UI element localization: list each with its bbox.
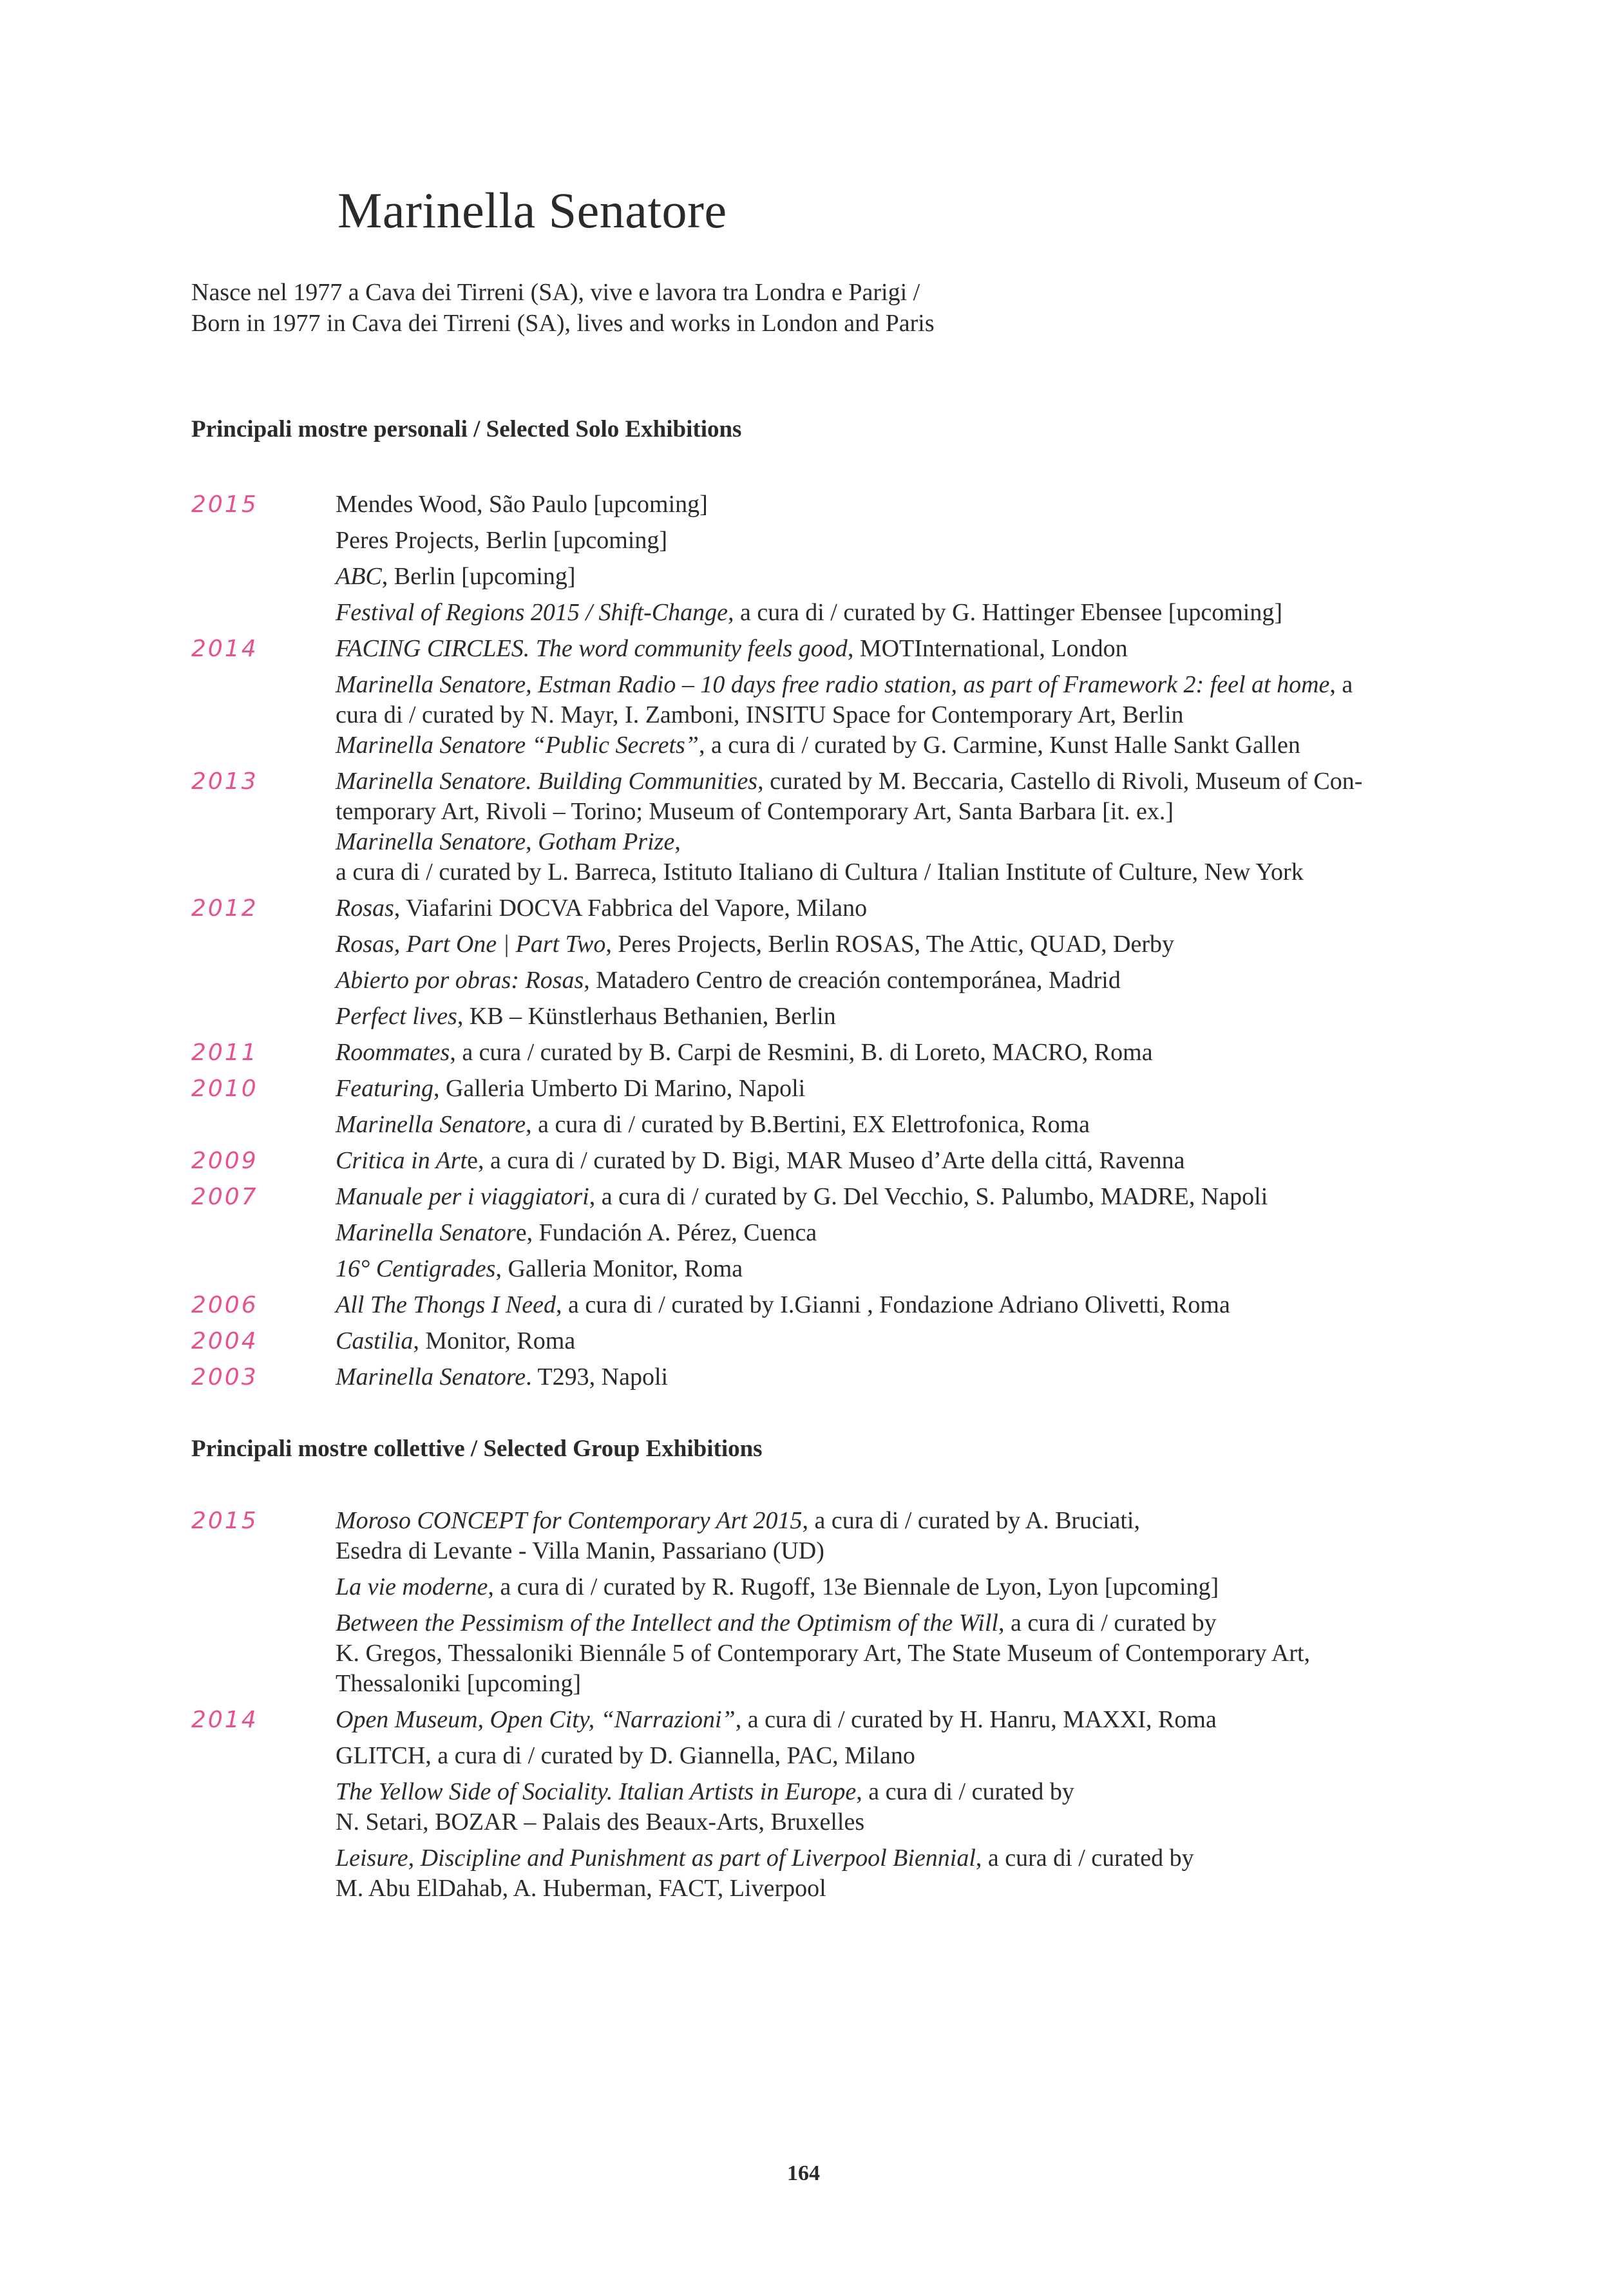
exhibition-detail: , a cura di / curated by I.Gianni , Fondazione Adriano Olivetti, Roma — [555, 1291, 1230, 1318]
year-label: 2007 — [191, 1184, 258, 1210]
exhibition-detail: Thessaloniki [upcoming] — [336, 1670, 581, 1697]
exhibition-title: Marinella Senatore — [336, 1363, 526, 1390]
exhibition-detail: M. Abu ElDahab, A. Huberman, FACT, Liverpool — [336, 1875, 826, 1902]
entry-line — [336, 1182, 1512, 1212]
group-exhibitions-list — [191, 1506, 1512, 1910]
entry-line — [336, 1146, 1512, 1176]
entry-line — [336, 1038, 1512, 1068]
exhibition-entry — [191, 1705, 1512, 1735]
exhibition-entry — [191, 1843, 1512, 1904]
entry-line — [336, 1777, 1512, 1807]
solo-exhibitions-list — [191, 489, 1512, 1398]
exhibition-title: Marinella Senatore — [336, 1111, 526, 1138]
exhibition-title: Between the Pessimism of the Intellect and the Optimism of the Will — [336, 1609, 998, 1637]
year-label: 2015 — [191, 1508, 258, 1534]
exhibition-title: Perfect lives — [336, 1003, 457, 1030]
entry-line — [336, 1110, 1512, 1140]
exhibition-title: Marinella Senatore, Estman Radio – 10 days free radio station, as part of Framework 2: feel at home — [336, 671, 1330, 698]
entry-line — [336, 1536, 1512, 1566]
exhibition-entry — [191, 489, 1512, 520]
solo-exhibitions-heading: Principali mostre personali / Selected Solo Exhibitions — [191, 416, 742, 442]
exhibition-title: Gotham Prize — [538, 828, 675, 855]
entry-line — [336, 1669, 1512, 1699]
exhibition-entry — [191, 1326, 1512, 1356]
exhibition-entry — [191, 1254, 1512, 1284]
entry-line — [336, 526, 1512, 556]
entry-line — [336, 1506, 1512, 1536]
group-exhibitions-heading: Principali mostre collettive / Selected Group Exhibitions — [191, 1436, 763, 1462]
year-label: 2014 — [191, 1707, 258, 1733]
exhibition-detail: , Galleria Monitor, Roma — [495, 1255, 743, 1282]
entry-line — [336, 1254, 1512, 1284]
exhibition-detail: , a cura di / curated by — [975, 1845, 1194, 1872]
entry-line — [336, 1874, 1512, 1904]
exhibition-detail: , Monitor, Roma — [413, 1327, 576, 1354]
exhibition-title: Rosas, Part One | Part Two — [336, 931, 606, 958]
entry-line — [336, 598, 1512, 628]
entry-line — [336, 766, 1512, 797]
year-label: 2014 — [191, 636, 258, 662]
exhibition-title: La vie moderne — [336, 1573, 488, 1600]
exhibition-detail: a cura di / curated by L. Barreca, Istituto Italiano di Cultura / Italian Institute of Culture, New York — [336, 859, 1304, 886]
year-label: 2010 — [191, 1076, 258, 1102]
exhibition-detail: , a cura / curated by B. Carpi de Resmini, B. di Loreto, MACRO, Roma — [450, 1039, 1153, 1066]
exhibition-detail: , a cura di / curated by B.Bertini, EX Elettrofonica, Roma — [526, 1111, 1090, 1138]
entry-line — [336, 797, 1512, 827]
exhibition-title: Moroso CONCEPT for Contemporary Art 2015 — [336, 1507, 803, 1534]
exhibition-entry — [191, 766, 1512, 887]
entry-line — [336, 1001, 1512, 1032]
exhibition-detail: Esedra di Levante - Villa Manin, Passariano (UD) — [336, 1537, 824, 1564]
exhibition-title: Marinella Senatore — [336, 828, 526, 855]
exhibition-title: Marinella Senatore “Public Secrets” — [336, 732, 699, 759]
exhibition-detail: GLITCH, a cura di / curated by D. Giannella, PAC, Milano — [336, 1742, 915, 1769]
exhibition-entry — [191, 1110, 1512, 1140]
exhibition-entry — [191, 1777, 1512, 1837]
exhibition-detail: N. Setari, BOZAR – Palais des Beaux-Arts, Bruxelles — [336, 1808, 865, 1836]
entry-line — [336, 1705, 1512, 1735]
entry-line — [336, 893, 1512, 924]
exhibition-title: Roommates — [336, 1039, 450, 1066]
exhibition-title: Manuale per i viaggiatori — [336, 1183, 589, 1210]
entry-line — [336, 730, 1512, 761]
exhibition-title: ABC — [336, 563, 382, 590]
entry-line — [336, 562, 1512, 592]
exhibition-title: Featuring — [336, 1075, 433, 1102]
exhibition-detail: , curated by M. Beccaria, Castello di Rivoli, Museum of Con- — [757, 768, 1363, 795]
entry-line — [336, 965, 1512, 996]
entry-line — [336, 857, 1512, 887]
exhibition-title: Festival of Regions 2015 / Shift-Change, — [336, 599, 734, 626]
year-label: 2004 — [191, 1328, 258, 1354]
year-label: 2011 — [191, 1039, 258, 1066]
entry-line — [336, 1638, 1512, 1669]
bio-line-en: Born in 1977 in Cava dei Tirreni (SA), lives and works in London and Paris — [191, 310, 935, 337]
exhibition-entry — [191, 1074, 1512, 1104]
exhibition-detail: temporary Art, Rivoli – Torino; Museum of Contemporary Art, Santa Barbara [it. ex.] — [336, 798, 1174, 825]
year-label: 2013 — [191, 768, 258, 795]
entry-line — [336, 1741, 1512, 1771]
exhibition-detail: , — [526, 828, 538, 855]
exhibition-detail: Peres Projects, Berlin [upcoming] — [336, 527, 668, 554]
entry-line — [336, 670, 1512, 700]
exhibition-detail: e, Fundación A. Pérez, Cuenca — [515, 1219, 817, 1246]
exhibition-title: All The Thongs I Need — [336, 1291, 556, 1318]
exhibition-detail: , MOTInternational, London — [847, 635, 1128, 662]
entry-line — [336, 1074, 1512, 1104]
exhibition-entry — [191, 1218, 1512, 1248]
exhibition-entry — [191, 965, 1512, 996]
entry-line — [336, 929, 1512, 960]
exhibition-detail: , KB – Künstlerhaus Bethanien, Berlin — [457, 1003, 836, 1030]
bio-intro — [191, 277, 1415, 339]
exhibition-detail: , a cura di / curated by H. Hanru, MAXXI, Roma — [735, 1706, 1217, 1733]
exhibition-detail: a cura di / curated by G. Hattinger Ebensee [upcoming] — [734, 599, 1282, 626]
exhibition-entry — [191, 1608, 1512, 1699]
entry-line — [336, 1572, 1512, 1602]
year-label: 2006 — [191, 1292, 258, 1318]
exhibition-entry — [191, 1146, 1512, 1176]
exhibition-title: The Yellow Side of Sociality. Italian Artists in Europe — [336, 1778, 857, 1805]
exhibition-title: Castilia — [336, 1327, 414, 1354]
entry-line — [336, 634, 1512, 664]
entry-line — [336, 700, 1512, 730]
page-number: 164 — [787, 2161, 820, 2185]
exhibition-detail: , Peres Projects, Berlin ROSAS, The Attic, QUAD, Derby — [605, 931, 1175, 958]
entry-line — [336, 1807, 1512, 1837]
year-label: 2015 — [191, 491, 258, 518]
exhibition-entry — [191, 1182, 1512, 1212]
exhibition-detail: cura di / curated by N. Mayr, I. Zamboni, INSITU Space for Contemporary Art, Berlin — [336, 701, 1184, 728]
exhibition-detail: , a cura di / curated by A. Bruciati, — [802, 1507, 1140, 1534]
page-title: Marinella Senatore — [338, 182, 727, 238]
exhibition-entry — [191, 670, 1512, 761]
entry-line — [336, 1326, 1512, 1356]
exhibition-entry — [191, 929, 1512, 960]
exhibition-entry — [191, 634, 1512, 664]
exhibition-title: FACING CIRCLES. The word community feels good — [336, 635, 848, 662]
exhibition-detail: , a cura di / curated by G. Del Vecchio, S. Palumbo, MADRE, Napoli — [589, 1183, 1268, 1210]
exhibition-title: Leisure, Discipline and Punishment as part of Liverpool Biennial — [336, 1845, 976, 1872]
exhibition-entry — [191, 526, 1512, 556]
exhibition-title: Rosas — [336, 895, 394, 922]
exhibition-entry — [191, 1572, 1512, 1602]
entry-line — [336, 1843, 1512, 1874]
exhibition-detail: e, a cura di / curated by D. Bigi, MAR Museo d’Arte della cittá, Ravenna — [467, 1147, 1185, 1174]
exhibition-detail: , a cura di / curated by — [998, 1609, 1217, 1637]
entry-line — [336, 1218, 1512, 1248]
exhibition-entry — [191, 1038, 1512, 1068]
exhibition-entry — [191, 1001, 1512, 1032]
exhibition-title: Abierto por obras: Rosas — [336, 967, 584, 994]
year-label: 2003 — [191, 1364, 258, 1390]
entry-line — [336, 489, 1512, 520]
exhibition-entry — [191, 562, 1512, 592]
exhibition-detail: , a — [1329, 671, 1353, 698]
exhibition-entry — [191, 598, 1512, 628]
exhibition-detail: , a cura di / curated by — [856, 1778, 1074, 1805]
exhibition-detail: . T293, Napoli — [526, 1363, 669, 1390]
exhibition-title: 16° Centigrades — [336, 1255, 496, 1282]
entry-line — [336, 1290, 1512, 1320]
exhibition-detail: K. Gregos, Thessaloniki Biennále 5 of Contemporary Art, The State Museum of Contemporary Art, — [336, 1640, 1311, 1667]
exhibition-entry — [191, 893, 1512, 924]
exhibition-detail: , Berlin [upcoming] — [381, 563, 576, 590]
exhibition-detail: , a cura di / curated by R. Rugoff, 13e Biennale de Lyon, Lyon [upcoming] — [488, 1573, 1219, 1600]
exhibition-detail: , a cura di / curated by G. Carmine, Kunst Halle Sankt Gallen — [698, 732, 1300, 759]
year-label: 2009 — [191, 1148, 258, 1174]
exhibition-title: Marinella Senator — [336, 1219, 516, 1246]
entry-line — [336, 1362, 1512, 1392]
entry-line — [336, 1608, 1512, 1638]
exhibition-title: Open Museum, Open City, “Narrazioni” — [336, 1706, 736, 1733]
exhibition-title: Critica in Art — [336, 1147, 468, 1174]
exhibition-entry — [191, 1506, 1512, 1566]
entry-line — [336, 827, 1512, 857]
exhibition-detail: , Galleria Umberto Di Marino, Napoli — [433, 1075, 806, 1102]
exhibition-title: Marinella Senatore. Building Communities — [336, 768, 758, 795]
exhibition-entry — [191, 1290, 1512, 1320]
exhibition-entry — [191, 1362, 1512, 1392]
exhibition-detail: , Matadero Centro de creación contemporánea, Madrid — [584, 967, 1121, 994]
bio-line-it: Nasce nel 1977 a Cava dei Tirreni (SA), vive e lavora tra Londra e Parigi / — [191, 279, 920, 306]
exhibition-detail: , — [674, 828, 681, 855]
exhibition-detail: , Viafarini DOCVA Fabbrica del Vapore, Milano — [394, 895, 868, 922]
exhibition-detail: Mendes Wood, São Paulo [upcoming] — [336, 491, 708, 518]
exhibition-entry — [191, 1741, 1512, 1771]
year-label: 2012 — [191, 895, 258, 922]
